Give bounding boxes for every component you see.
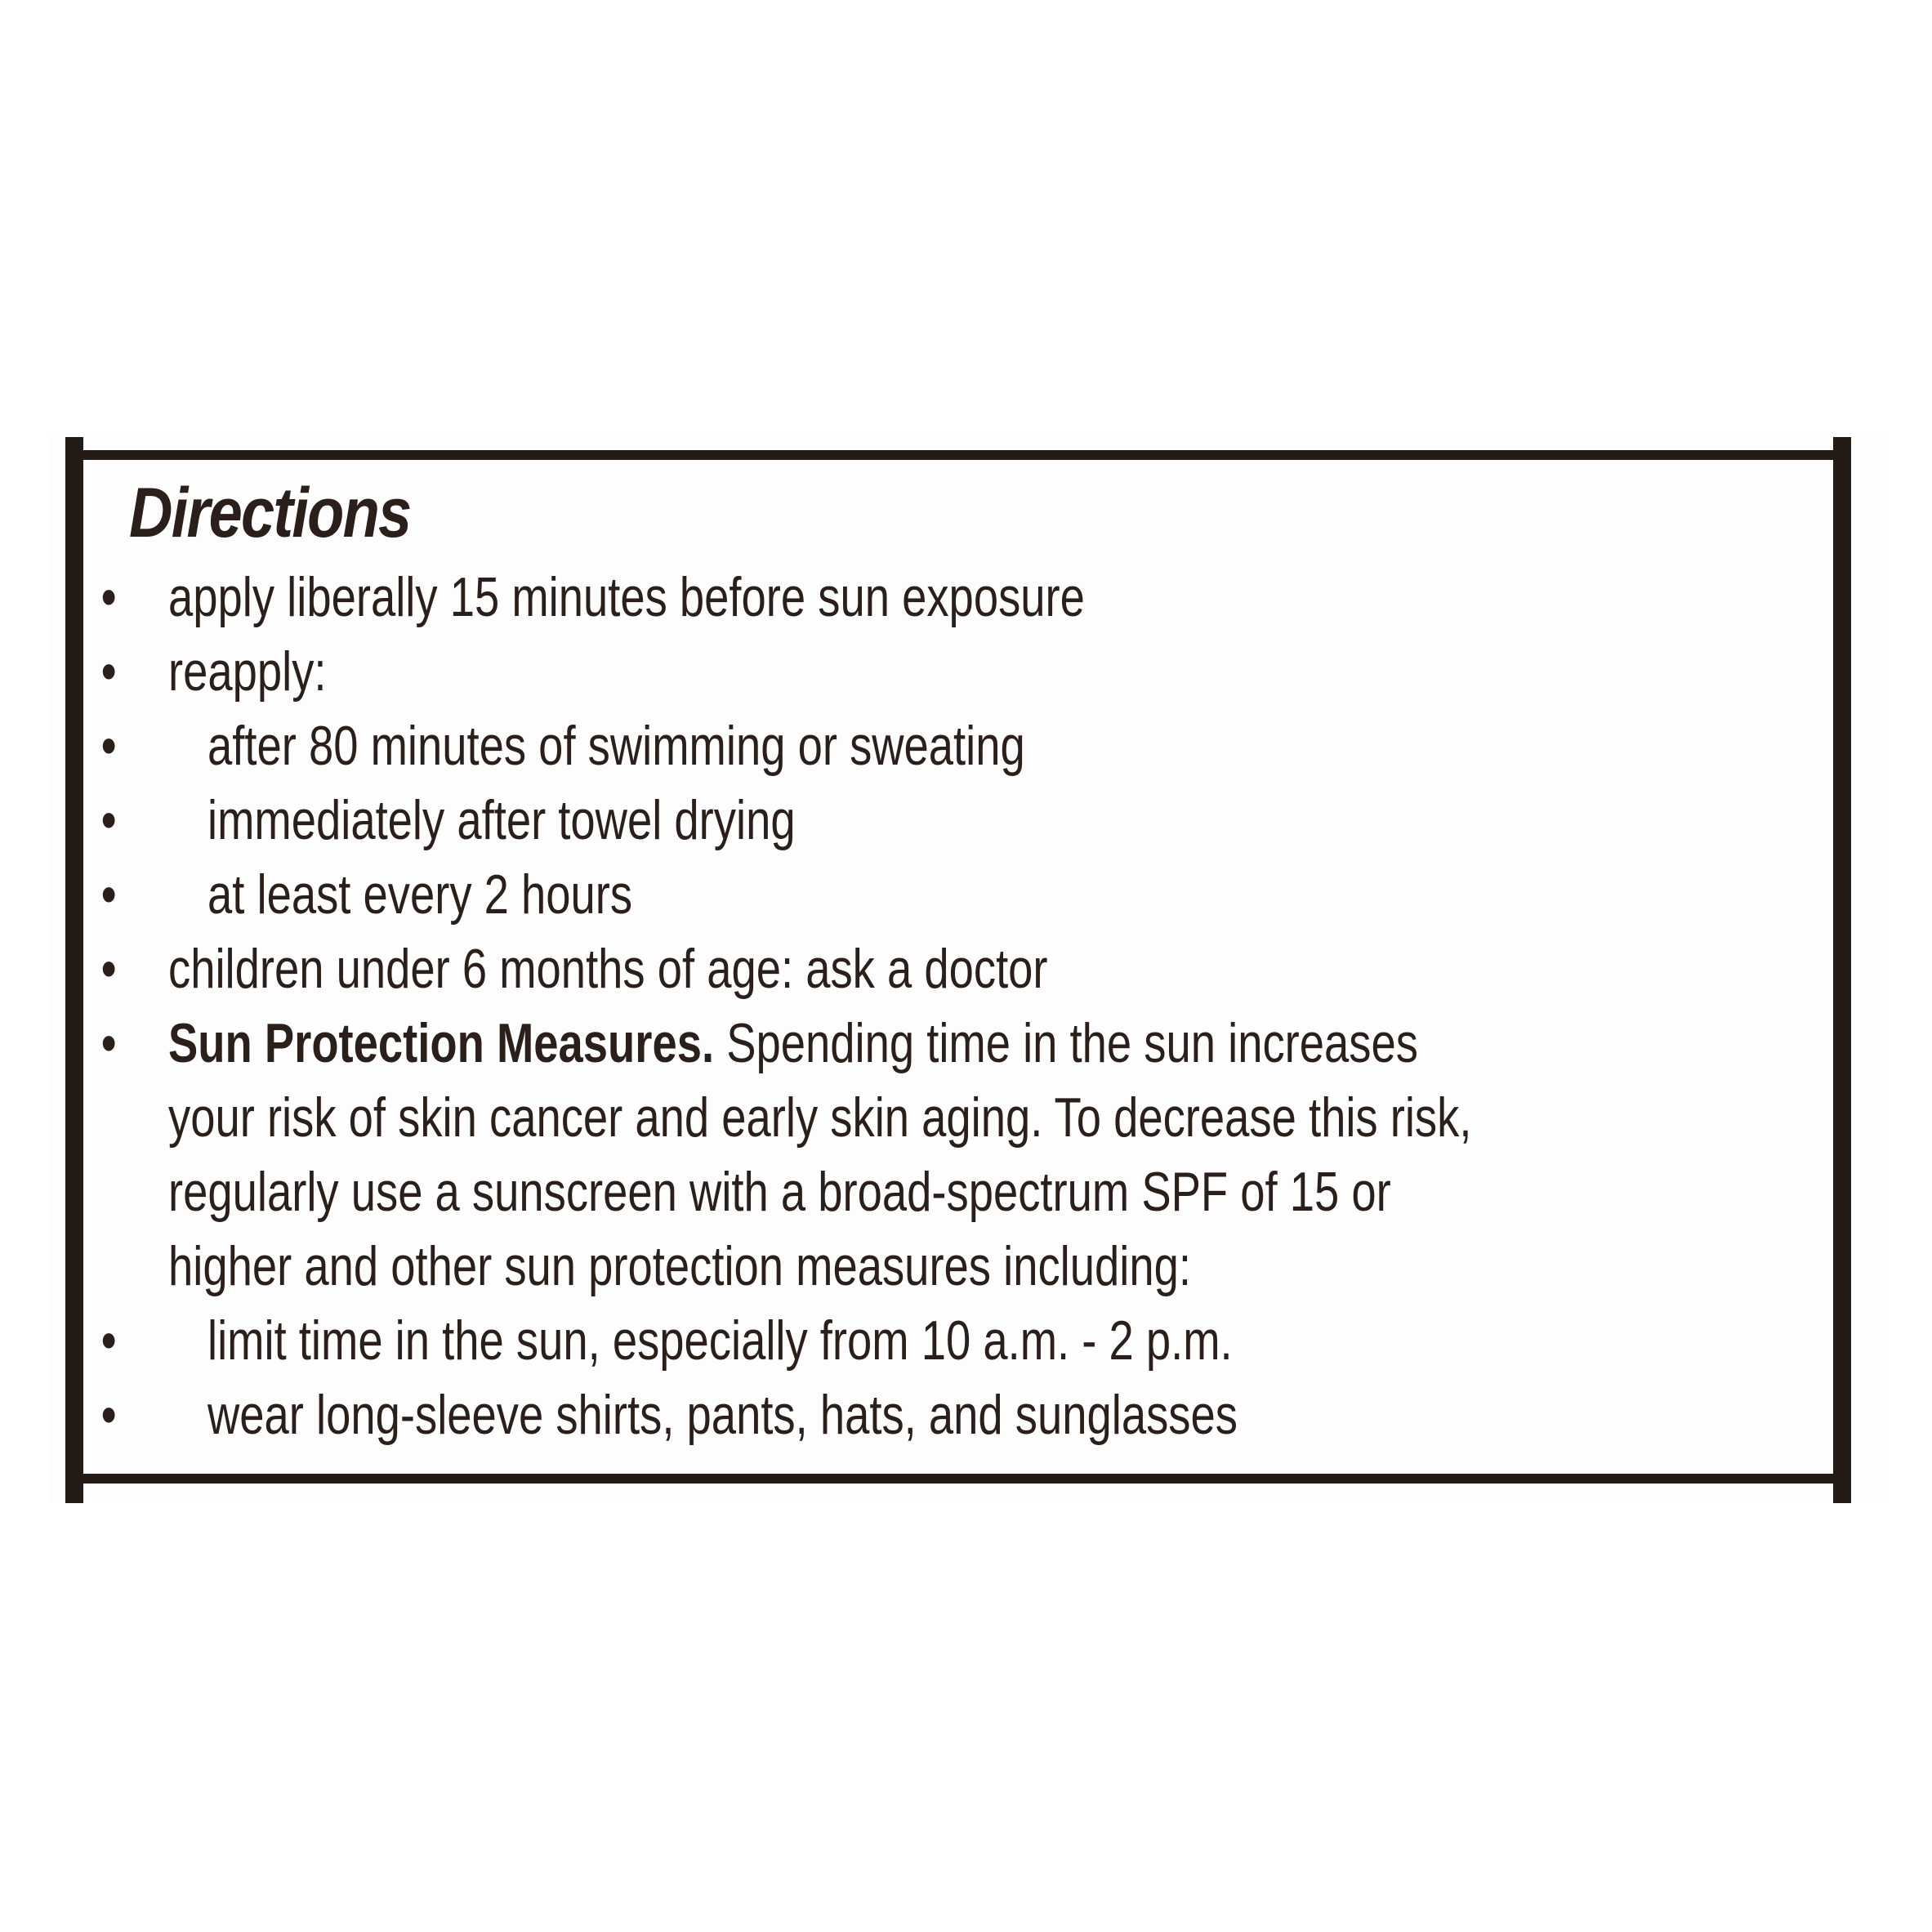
section-heading: Directions xyxy=(129,474,411,552)
reapply-subitem-hours xyxy=(100,858,1482,932)
reapply-subitem-towel xyxy=(100,783,1482,858)
section-divider-bottom xyxy=(65,1474,1851,1484)
bullet-icon: • xyxy=(100,1310,117,1372)
bullet-icon: • xyxy=(100,715,117,777)
sun-protection-subitem-wear xyxy=(100,1378,1482,1452)
direction-text: after 80 minutes of swimming or sweating xyxy=(207,715,1025,777)
bullet-icon: • xyxy=(100,863,117,926)
bullet-icon: • xyxy=(100,1384,117,1446)
bullet-icon: • xyxy=(100,566,117,628)
section-divider-top xyxy=(65,450,1851,460)
label-frame-left xyxy=(65,437,83,1503)
direction-text: reapply: xyxy=(168,640,327,703)
direction-text: immediately after towel drying xyxy=(207,789,796,851)
direction-text: at least every 2 hours xyxy=(207,863,633,926)
direction-item-children xyxy=(100,932,1482,1006)
sun-protection-label: Sun Protection Measures. xyxy=(168,1012,715,1074)
direction-text: children under 6 months of age: ask a doctor xyxy=(168,938,1048,1000)
direction-item-reapply xyxy=(100,635,1482,709)
direction-item-apply xyxy=(100,560,1482,635)
sun-protection-text: Spending time in the sun increases xyxy=(726,1012,1418,1074)
reapply-subitem-swimming xyxy=(100,709,1482,783)
direction-text: apply liberally 15 minutes before sun exposure xyxy=(168,566,1085,628)
bullet-icon: • xyxy=(100,789,117,851)
bullet-icon: • xyxy=(100,938,117,1000)
bullet-icon: • xyxy=(100,640,117,703)
sun-protection-subitem-limit xyxy=(100,1304,1482,1378)
bullet-icon: • xyxy=(100,1012,117,1074)
sun-protection-line-3: regularly use a sunscreen with a broad-spectrum SPF of 15 or xyxy=(168,1161,1391,1223)
label-frame-right xyxy=(1833,437,1851,1503)
directions-section xyxy=(100,472,1820,1452)
sun-protection-line-2: your risk of skin cancer and early skin aging. To decrease this risk, xyxy=(168,1086,1472,1149)
sun-protection-line-4: higher and other sun protection measures including: xyxy=(168,1235,1191,1297)
sun-protection-subitem-text: wear long-sleeve shirts, pants, hats, and sunglasses xyxy=(207,1384,1238,1446)
sun-protection-subitem-text: limit time in the sun, especially from 10 a.m. - 2 p.m. xyxy=(207,1310,1233,1372)
sun-protection-line-1 xyxy=(100,1006,1482,1081)
